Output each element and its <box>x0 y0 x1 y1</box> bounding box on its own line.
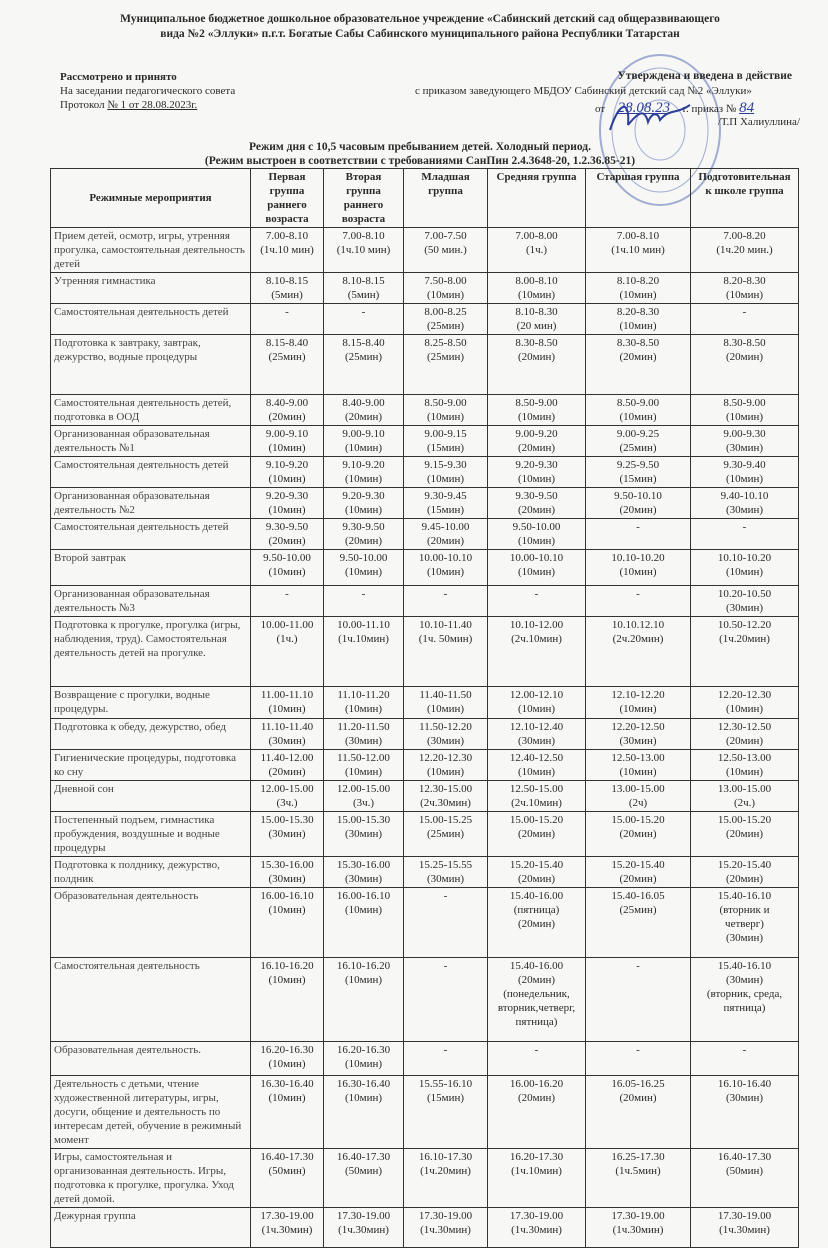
time-cell: 15.00-15.30 (30мин) <box>324 812 404 857</box>
activity-cell: Самостоятельная деятельность детей <box>51 519 251 550</box>
time-cell: 12.10-12.20 (10мин) <box>586 687 691 719</box>
order-text: с приказом заведующего МБДОУ Сабинский детский сад №2 «Эллуки» <box>415 85 752 97</box>
time-cell: 15.55-16.10 (15мин) <box>404 1076 488 1149</box>
time-cell: 7.50-8.00 (10мин) <box>404 273 488 304</box>
time-cell: 8.50-9.00 (10мин) <box>586 395 691 426</box>
time-cell: 16.10-16.40 (30мин) <box>691 1076 799 1149</box>
table-row <box>51 273 799 304</box>
time-cell: 9.30-9.50 (20мин) <box>324 519 404 550</box>
time-cell: 16.30-16.40 (10мин) <box>251 1076 324 1149</box>
time-cell: 15.00-15.20 (20мин) <box>691 812 799 857</box>
reviewed-council: На заседании педагогического совета <box>60 85 236 97</box>
time-cell: 9.20-9.30 (10мин) <box>488 457 586 488</box>
table-row <box>51 335 799 395</box>
time-cell: 11.40-11.50 (10мин) <box>404 687 488 719</box>
time-cell: 12.40-12.50 (10мин) <box>488 750 586 781</box>
time-cell: - <box>586 1042 691 1076</box>
time-cell: - <box>586 586 691 617</box>
time-cell: 12.20-12.30 (10мин) <box>404 750 488 781</box>
time-cell: 10.00-11.00 (1ч.) <box>251 617 324 687</box>
time-cell: 17.30-19.00 (1ч.30мин) <box>691 1208 799 1248</box>
time-cell: 15.00-15.30 (30мин) <box>251 812 324 857</box>
time-cell: 12.50-15.00 (2ч.10мин) <box>488 781 586 812</box>
time-cell: 10.10-12.00 (2ч.10мин) <box>488 617 586 687</box>
time-cell: 11.20-11.50 (30мин) <box>324 719 404 750</box>
time-cell: 9.00-9.15 (15мин) <box>404 426 488 457</box>
time-cell: 17.30-19.00 (1ч.30мин) <box>488 1208 586 1248</box>
time-cell: 11.50-12.20 (30мин) <box>404 719 488 750</box>
time-cell: 17.30-19.00 (1ч.30мин) <box>404 1208 488 1248</box>
time-cell: 11.10-11.20 (10мин) <box>324 687 404 719</box>
time-cell: 16.10-16.20 (10мин) <box>251 958 324 1042</box>
table-row <box>51 519 799 550</box>
time-cell: 15.40-16.05 (25мин) <box>586 888 691 958</box>
activity-cell: Подготовка к завтраку, завтрак, дежурство, водные процедуры <box>51 335 251 395</box>
time-cell: 16.05-16.25 (20мин) <box>586 1076 691 1149</box>
table-row <box>51 1149 799 1208</box>
time-cell: 10.10-11.40 (1ч. 50мин) <box>404 617 488 687</box>
time-cell: 15.00-15.20 (20мин) <box>586 812 691 857</box>
time-cell: 11.50-12.00 (10мин) <box>324 750 404 781</box>
time-cell: 16.20-16.30 (10мин) <box>324 1042 404 1076</box>
date-suffix: г. приказ № <box>682 103 737 115</box>
activity-cell: Подготовка к прогулке, прогулка (игры, наблюдения, труд). Самостоятельная деятельность детей на прогулке. <box>51 617 251 687</box>
protocol-prefix: Протокол <box>60 99 105 111</box>
time-cell: - <box>404 586 488 617</box>
table-row <box>51 228 799 273</box>
time-cell: 9.10-9.20 (10мин) <box>251 457 324 488</box>
title-line-1: Режим дня с 10,5 часовым пребыванием детей. Холодный период. <box>248 141 591 153</box>
time-cell: 17.30-19.00 (1ч.30мин) <box>586 1208 691 1248</box>
time-cell: 7.00-8.20 (1ч.20 мин.) <box>691 228 799 273</box>
time-cell: 9.25-9.50 (15мин) <box>586 457 691 488</box>
time-cell: 9.10-9.20 (10мин) <box>324 457 404 488</box>
time-cell: 15.20-15.40 (20мин) <box>586 857 691 888</box>
table-row <box>51 550 799 586</box>
time-cell: - <box>691 304 799 335</box>
time-cell: - <box>324 304 404 335</box>
time-cell: - <box>404 958 488 1042</box>
time-cell: 10.00-10.10 (10мин) <box>488 550 586 586</box>
protocol-number: № 1 от 28.08.2023г. <box>107 99 198 111</box>
time-cell: 9.30-9.50 (20мин) <box>251 519 324 550</box>
time-cell: 12.00-12.10 (10мин) <box>488 687 586 719</box>
time-cell: 16.20-16.30 (10мин) <box>251 1042 324 1076</box>
document-title <box>100 140 740 168</box>
table-row <box>51 857 799 888</box>
time-cell: 8.00-8.25 (25мин) <box>404 304 488 335</box>
activity-cell: Дневной сон <box>51 781 251 812</box>
time-cell: 8.30-8.50 (20мин) <box>586 335 691 395</box>
activity-cell: Самостоятельная деятельность детей <box>51 304 251 335</box>
table-row <box>51 304 799 335</box>
time-cell: 12.20-12.30 (10мин) <box>691 687 799 719</box>
protocol-line <box>60 98 235 112</box>
time-cell: 12.20-12.50 (30мин) <box>586 719 691 750</box>
column-header: Средняя группа <box>488 169 586 228</box>
time-cell: 11.00-11.10 (10мин) <box>251 687 324 719</box>
table-row <box>51 395 799 426</box>
column-header: Вторая группа раннего возраста <box>324 169 404 228</box>
activity-cell: Организованная образовательная деятельность №2 <box>51 488 251 519</box>
activity-cell: Подготовка к полднику, дежурство, полдник <box>51 857 251 888</box>
time-cell: 8.10-8.20 (10мин) <box>586 273 691 304</box>
activity-cell: Постепенный подъем, гимнастика пробуждения, воздушные и водные процедуры <box>51 812 251 857</box>
time-cell: 15.25-15.55 (30мин) <box>404 857 488 888</box>
time-cell: 12.30-12.50 (20мин) <box>691 719 799 750</box>
time-cell: 8.25-8.50 (25мин) <box>404 335 488 395</box>
time-cell: - <box>691 519 799 550</box>
time-cell: 8.00-8.10 (10мин) <box>488 273 586 304</box>
time-cell: 9.15-9.30 (10мин) <box>404 457 488 488</box>
activity-cell: Подготовка к обеду, дежурство, обед <box>51 719 251 750</box>
table-row <box>51 812 799 857</box>
time-cell: 9.30-9.40 (10мин) <box>691 457 799 488</box>
time-cell: 13.00-15.00 (2ч.) <box>691 781 799 812</box>
signatory-name: /Т.П Халиуллина/ <box>717 116 800 128</box>
time-cell: 8.10-8.15 (5мин) <box>324 273 404 304</box>
time-cell: - <box>691 1042 799 1076</box>
time-cell: 15.40-16.00 (20мин) (понедельник, вторник,четверг, пятница) <box>488 958 586 1042</box>
activity-cell: Образовательная деятельность <box>51 888 251 958</box>
time-cell: - <box>324 586 404 617</box>
time-cell: 9.50-10.10 (20мин) <box>586 488 691 519</box>
approved-title: Утверждена и введена в действие <box>617 70 792 82</box>
time-cell: 8.50-9.00 (10мин) <box>691 395 799 426</box>
time-cell: 9.20-9.30 (10мин) <box>251 488 324 519</box>
time-cell: 9.00-9.25 (25мин) <box>586 426 691 457</box>
time-cell: 16.40-17.30 (50мин) <box>691 1149 799 1208</box>
table-row <box>51 687 799 719</box>
time-cell: 8.40-9.00 (20мин) <box>251 395 324 426</box>
table-body <box>51 228 799 1248</box>
time-cell: - <box>586 519 691 550</box>
time-cell: 8.30-8.50 (20мин) <box>488 335 586 395</box>
time-cell: - <box>488 1042 586 1076</box>
time-cell: 15.00-15.20 (20мин) <box>488 812 586 857</box>
time-cell: 15.00-15.25 (25мин) <box>404 812 488 857</box>
time-cell: 10.10.12.10 (2ч.20мин) <box>586 617 691 687</box>
time-cell: 9.30-9.50 (20мин) <box>488 488 586 519</box>
time-cell: 16.00-16.20 (20мин) <box>488 1076 586 1149</box>
time-cell: 10.10-10.20 (10мин) <box>691 550 799 586</box>
time-cell: 10.00-11.10 (1ч.10мин) <box>324 617 404 687</box>
time-cell: - <box>488 586 586 617</box>
organization-name: Муниципальное бюджетное дошкольное образовательное учреждение «Сабинский детский сад общеразвивающего вида №2 «Эллуки» п.г.т. Богатые Сабы Сабинского муниципального района Республики Татарстан <box>120 13 720 40</box>
time-cell: 8.10-8.30 (20 мин) <box>488 304 586 335</box>
time-cell: 11.40-12.00 (20мин) <box>251 750 324 781</box>
activity-cell: Второй завтрак <box>51 550 251 586</box>
time-cell: 8.30-8.50 (20мин) <box>691 335 799 395</box>
table-header-row <box>51 169 799 228</box>
time-cell: 7.00-8.10 (1ч.10 мин) <box>324 228 404 273</box>
time-cell: - <box>251 304 324 335</box>
time-cell: 12.00-15.00 (3ч.) <box>324 781 404 812</box>
table-row <box>51 1208 799 1248</box>
column-header: Младшая группа <box>404 169 488 228</box>
time-cell: 17.30-19.00 (1ч.30мин) <box>324 1208 404 1248</box>
time-cell: 9.50-10.00 (10мин) <box>251 550 324 586</box>
order-date-line <box>595 100 795 117</box>
time-cell: 7.00-8.10 (1ч.10 мин) <box>586 228 691 273</box>
activity-cell: Самостоятельная деятельность детей, подготовка в ООД <box>51 395 251 426</box>
time-cell: 8.15-8.40 (25мин) <box>251 335 324 395</box>
time-cell: 8.40-9.00 (20мин) <box>324 395 404 426</box>
time-cell: - <box>404 888 488 958</box>
time-cell: 16.00-16.10 (10мин) <box>251 888 324 958</box>
table-row <box>51 1042 799 1076</box>
time-cell: 15.20-15.40 (20мин) <box>691 857 799 888</box>
time-cell: - <box>251 586 324 617</box>
time-cell: 15.30-16.00 (30мин) <box>324 857 404 888</box>
table-row <box>51 617 799 687</box>
time-cell: 13.00-15.00 (2ч) <box>586 781 691 812</box>
time-cell: 8.50-9.00 (10мин) <box>404 395 488 426</box>
time-cell: 9.00-9.20 (20мин) <box>488 426 586 457</box>
time-cell: 10.10-10.20 (10мин) <box>586 550 691 586</box>
title-line-2: (Режим выстроен в соответствии с требованиями СанПин 2.4.3648-20, 1.2.36.85-21) <box>204 155 636 167</box>
time-cell: 16.10-16.20 (10мин) <box>324 958 404 1042</box>
time-cell: 16.40-17.30 (50мин) <box>324 1149 404 1208</box>
time-cell: 7.00-8.00 (1ч.) <box>488 228 586 273</box>
time-cell: 8.20-8.30 (10мин) <box>586 304 691 335</box>
time-cell: 9.00-9.10 (10мин) <box>251 426 324 457</box>
activity-cell: Организованная образовательная деятельность №1 <box>51 426 251 457</box>
time-cell: 12.50-13.00 (10мин) <box>691 750 799 781</box>
time-cell: 16.25-17.30 (1ч.5мин) <box>586 1149 691 1208</box>
order-date-handwritten: 28.08.23 <box>617 100 671 116</box>
time-cell: 9.50-10.00 (10мин) <box>324 550 404 586</box>
time-cell: 17.30-19.00 (1ч.30мин) <box>251 1208 324 1248</box>
activity-cell: Дежурная группа <box>51 1208 251 1248</box>
order-number-handwritten: 84 <box>739 100 755 116</box>
time-cell: - <box>586 958 691 1042</box>
time-cell: 9.50-10.00 (10мин) <box>488 519 586 550</box>
activity-cell: Игры, самостоятельная и организованная деятельность. Игры, подготовка к прогулке, прогулка. Уход детей домой. <box>51 1149 251 1208</box>
time-cell: 10.00-10.10 (10мин) <box>404 550 488 586</box>
time-cell: 12.50-13.00 (10мин) <box>586 750 691 781</box>
activity-cell: Возвращение с прогулки, водные процедуры. <box>51 687 251 719</box>
time-cell: 15.40-16.10 (30мин) (вторник, среда, пятница) <box>691 958 799 1042</box>
activity-cell: Самостоятельная деятельность детей <box>51 457 251 488</box>
time-cell: 10.20-10.50 (30мин) <box>691 586 799 617</box>
column-header: Режимные мероприятия <box>51 169 251 228</box>
time-cell: 9.45-10.00 (20мин) <box>404 519 488 550</box>
activity-cell: Прием детей, осмотр, игры, утренняя прогулка, самостоятельная деятельность детей <box>51 228 251 273</box>
table-row <box>51 586 799 617</box>
table-row <box>51 750 799 781</box>
table-row <box>51 1076 799 1149</box>
reviewed-block <box>60 70 235 112</box>
daily-schedule-table <box>50 168 799 1248</box>
table-row <box>51 457 799 488</box>
table-row <box>51 781 799 812</box>
reviewed-title: Рассмотрено и принято <box>60 71 177 83</box>
activity-cell: Самостоятельная деятельность <box>51 958 251 1042</box>
time-cell: 16.30-16.40 (10мин) <box>324 1076 404 1149</box>
time-cell: 8.20-8.30 (10мин) <box>691 273 799 304</box>
time-cell: - <box>404 1042 488 1076</box>
time-cell: 15.30-16.00 (30мин) <box>251 857 324 888</box>
activity-cell: Образовательная деятельность. <box>51 1042 251 1076</box>
time-cell: 16.40-17.30 (50мин) <box>251 1149 324 1208</box>
date-prefix: от <box>595 103 606 115</box>
time-cell: 9.40-10.10 (30мин) <box>691 488 799 519</box>
table-row <box>51 488 799 519</box>
time-cell: 8.10-8.15 (5мин) <box>251 273 324 304</box>
column-header: Первая группа раннего возраста <box>251 169 324 228</box>
time-cell: 11.10-11.40 (30мин) <box>251 719 324 750</box>
time-cell: 15.20-15.40 (20мин) <box>488 857 586 888</box>
time-cell: 15.40-16.10 (вторник и четверг) (30мин) <box>691 888 799 958</box>
time-cell: 16.20-17.30 (1ч.10мин) <box>488 1149 586 1208</box>
table-row <box>51 719 799 750</box>
time-cell: 9.20-9.30 (10мин) <box>324 488 404 519</box>
time-cell: 12.30-15.00 (2ч.30мин) <box>404 781 488 812</box>
time-cell: 16.00-16.10 (10мин) <box>324 888 404 958</box>
time-cell: 7.00-8.10 (1ч.10 мин) <box>251 228 324 273</box>
activity-cell: Деятельность с детьми, чтение художественной литературы, игры, досуги, общение и деятельность по интересам детей, обучение в режимный момент <box>51 1076 251 1149</box>
time-cell: 9.00-9.10 (10мин) <box>324 426 404 457</box>
table-row <box>51 888 799 958</box>
time-cell: 12.10-12.40 (30мин) <box>488 719 586 750</box>
column-header: Подготовительная к школе группа <box>691 169 799 228</box>
time-cell: 7.00-7.50 (50 мин.) <box>404 228 488 273</box>
time-cell: 9.30-9.45 (15мин) <box>404 488 488 519</box>
activity-cell: Утренняя гимнастика <box>51 273 251 304</box>
time-cell: 15.40-16.00 (пятница) (20мин) <box>488 888 586 958</box>
activity-cell: Организованная образовательная деятельность №3 <box>51 586 251 617</box>
time-cell: 12.00-15.00 (3ч.) <box>251 781 324 812</box>
time-cell: 8.15-8.40 (25мин) <box>324 335 404 395</box>
time-cell: 8.50-9.00 (10мин) <box>488 395 586 426</box>
table-row <box>51 426 799 457</box>
time-cell: 10.50-12.20 (1ч.20мин) <box>691 617 799 687</box>
activity-cell: Гигиенические процедуры, подготовка ко сну <box>51 750 251 781</box>
time-cell: 16.10-17.30 (1ч.20мин) <box>404 1149 488 1208</box>
table-row <box>51 958 799 1042</box>
column-header: Старшая группа <box>586 169 691 228</box>
time-cell: 9.00-9.30 (30мин) <box>691 426 799 457</box>
